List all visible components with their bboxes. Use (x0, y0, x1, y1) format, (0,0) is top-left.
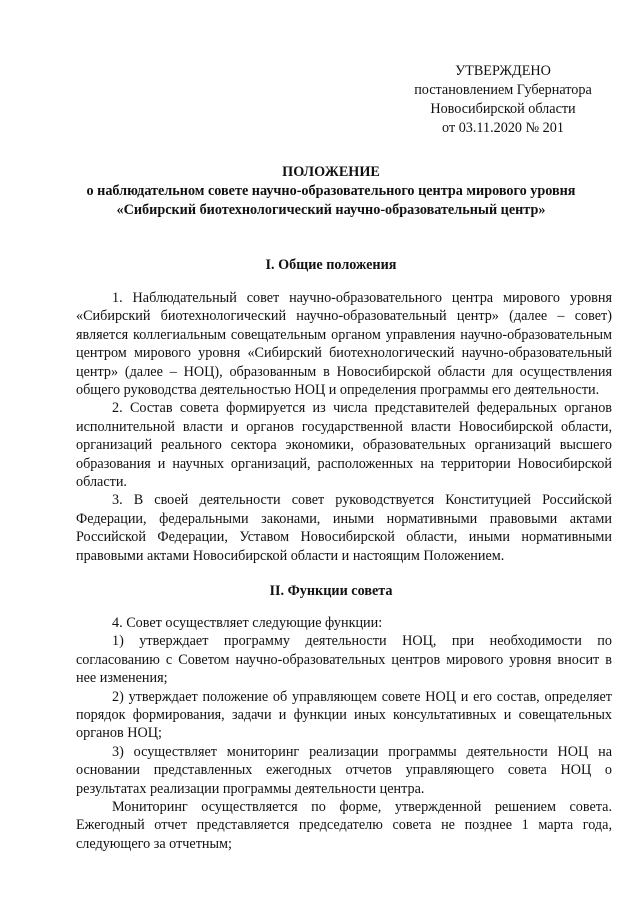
paragraph: Мониторинг осуществляется по форме, утвержденной решением совета. Ежегодный отчет представляется председателю совета не позднее 1 марта года, следующего за отчетным; (76, 799, 612, 852)
paragraph: 1) утверждает программу деятельности НОЦ, при необходимости по согласованию с Советом научно-образовательных центров мирового уровня вносит в нее изменения; (76, 633, 612, 687)
paragraph: 3. В своей деятельности совет руководствуется Конституцией Российской Федерации, федеральными законами, иными нормативными правовыми актами Российской Федерации, Уставом Новосибирской области, иными нормативными правовыми актами Новосибирской области и настоящим Положением. (76, 492, 612, 564)
title-subject: о наблюдательном совете научно-образовательного центра мирового уровня (86, 183, 576, 199)
section-general-body (76, 289, 612, 565)
title-main: ПОЛОЖЕНИЕ (282, 164, 380, 180)
approval-issuer: постановлением Губернатора (414, 82, 592, 98)
title-center-name: «Сибирский биотехнологический научно-образовательный центр» (116, 202, 546, 218)
paragraph: 4. Совет осуществляет следующие функции: (112, 615, 383, 631)
paragraph: 2. Состав совета формируется из числа представителей федеральных органов исполнительной власти и органов государственной власти Новосибирской области, организаций реального сектора экономики, образовательных организаций высшего образования и научных организаций, расположенных на территории Новосибирской области. (76, 400, 612, 491)
section-heading-general: I. Общие положения (265, 257, 397, 273)
paragraph: 1. Наблюдательный совет научно-образовательного центра мирового уровня «Сибирский биотехнологический научно-образовательный центр» (далее – совет) является коллегиальным совещательным органом управления научно-образовательным центром мирового уровня «Сибирский биотехнологический научно-образовательный центр» (далее – НОЦ), образованным в Новосибирской области для осуществления общего руководства деятельностью НОЦ и определения программы его деятельности. (76, 290, 612, 399)
approval-date-number: от 03.11.2020 № 201 (442, 120, 564, 136)
paragraph: 3) осуществляет мониторинг реализации программы деятельности НОЦ на основании представленных ежегодных отчетов управляющего совета НОЦ о результатах реализации программы деятельности центра. (76, 743, 612, 797)
section-functions-body (76, 614, 612, 853)
document-title (40, 163, 622, 220)
approval-stamp (393, 62, 613, 138)
approval-heading: УТВЕРЖДЕНО (455, 63, 551, 79)
approval-region: Новосибирской области (430, 101, 576, 117)
section-heading-functions: II. Функции совета (269, 583, 393, 599)
paragraph: 2) утверждает положение об управляющем совете НОЦ и его состав, определяет порядок формирования, задачи и функции иных консультативных и совещательных органов НОЦ; (76, 688, 612, 742)
